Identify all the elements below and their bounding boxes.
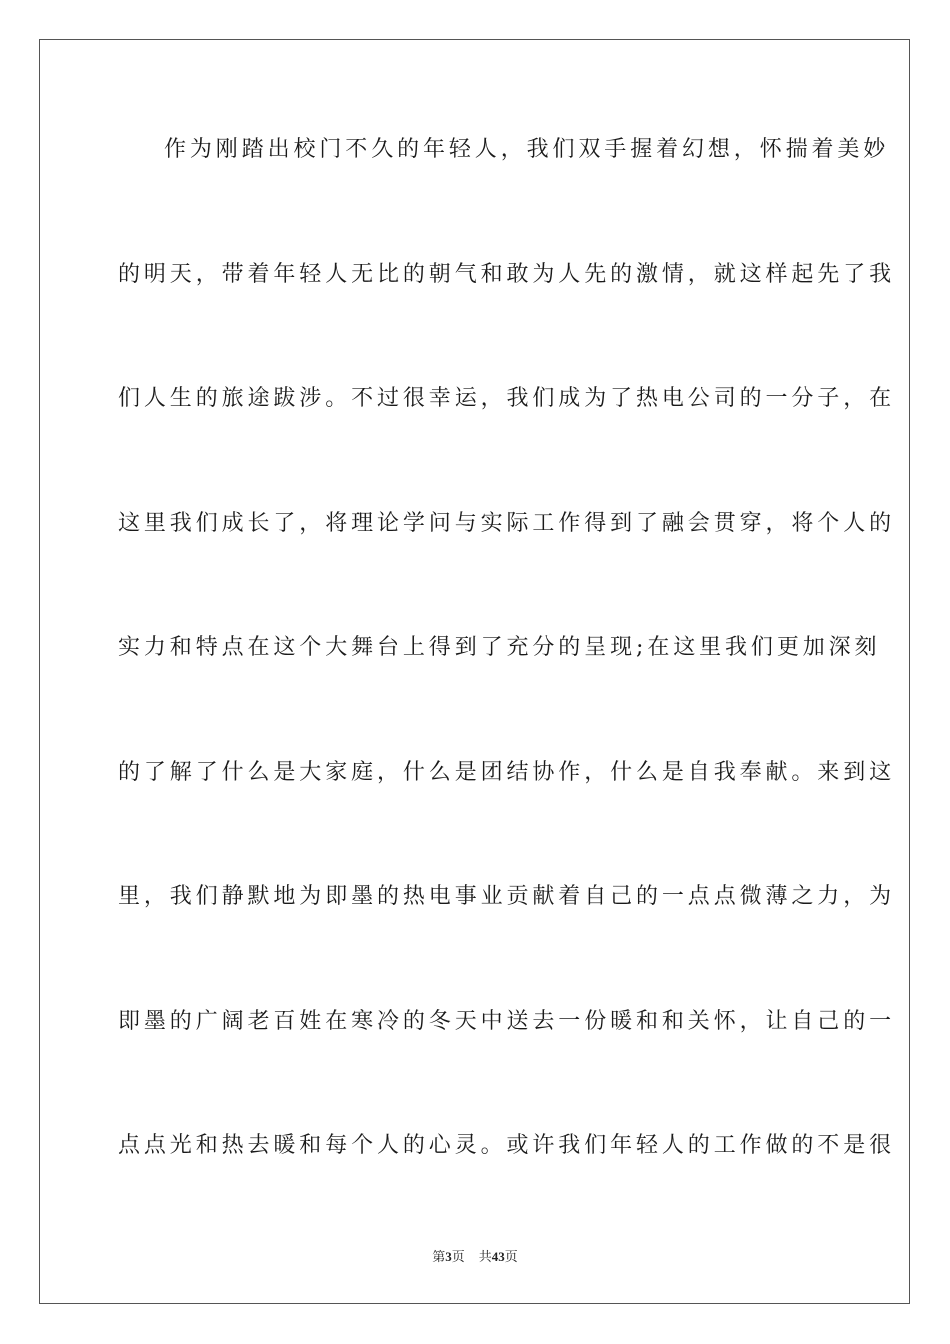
page-footer — [0, 1248, 950, 1266]
page-border — [39, 39, 910, 1304]
paragraph-line: 里，我们静默地为即墨的热电事业贡献着自己的一点点微薄之力，为 — [118, 884, 896, 909]
paragraph-line: 的明天，带着年轻人无比的朝气和敢为人先的激情，就这样起先了我 — [118, 262, 896, 287]
page-prefix: 第 — [432, 1249, 446, 1264]
paragraph-line: 的了解了什么是大家庭，什么是团结协作，什么是自我奉献。来到这 — [118, 760, 896, 785]
paragraph-line: 即墨的广阔老百姓在寒冷的冬天中送去一份暖和和关怀，让自己的一 — [118, 1009, 896, 1034]
page-suffix: 页 — [451, 1249, 465, 1264]
total-suffix: 页 — [504, 1249, 518, 1264]
paragraph-line: 们人生的旅途跋涉。不过很幸运，我们成为了热电公司的一分子，在 — [118, 386, 896, 411]
paragraph-line: 作为刚踏出校门不久的年轻人，我们双手握着幻想，怀揣着美妙 — [164, 137, 890, 162]
paragraph-line: 这里我们成长了，将理论学问与实际工作得到了融会贯穿，将个人的 — [118, 511, 896, 536]
total-prefix: 共 — [478, 1249, 492, 1264]
paragraph-line: 点点光和热去暖和每个人的心灵。或许我们年轻人的工作做的不是很 — [118, 1133, 896, 1158]
page-number: 3 — [445, 1249, 452, 1264]
total-pages: 43 — [491, 1249, 505, 1264]
paragraph-line: 实力和特点在这个大舞台上得到了充分的呈现;在这里我们更加深刻 — [118, 635, 881, 660]
